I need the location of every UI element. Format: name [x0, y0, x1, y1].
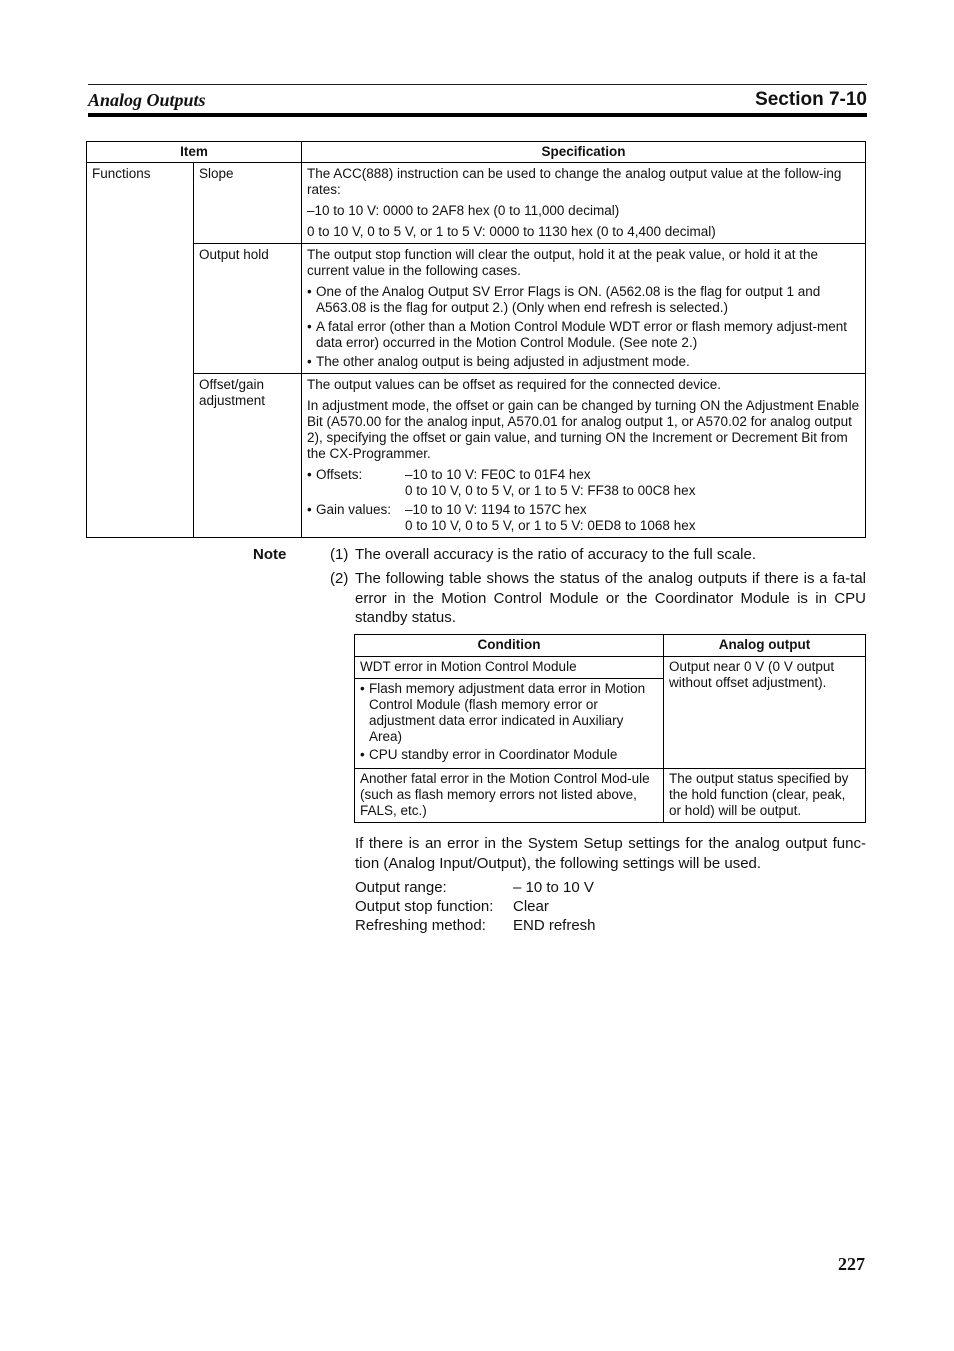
output-cell: Output near 0 V (0 V output without offset adjustment).: [664, 657, 866, 769]
bullet-icon: •: [307, 284, 312, 299]
section-title: Analog Outputs: [88, 90, 206, 110]
spec-text: The output stop function will clear the output, hold it at the peak value, or hold it at the current value in the following cases.: [307, 247, 819, 278]
header-condition: Condition: [355, 635, 664, 657]
setting-row: [355, 897, 596, 916]
group-functions: Functions: [87, 163, 194, 538]
offsets-value: –10 to 10 V: FE0C to 01F4 hex: [405, 467, 591, 482]
setting-row: [355, 878, 596, 897]
list-item: [307, 319, 860, 351]
output-cell: The output status specified by the hold function (clear, peak, or hold) will be output.: [664, 769, 866, 823]
bullet-icon: •: [307, 319, 312, 334]
table-row: [87, 374, 866, 538]
error-paragraph: If there is an error in the System Setup settings for the analog output func-tion (Analog Input/Output), the following settings will be used.: [355, 835, 866, 872]
table-row: [355, 657, 866, 679]
spec-text: The ACC(888) instruction can be used to change the analog output value at the follow-ing rates:: [307, 166, 842, 197]
table-row: [87, 163, 866, 244]
note-1: [330, 545, 866, 565]
spec-header-row: [87, 142, 866, 163]
note-text: The overall accuracy is the ratio of accuracy to the full scale.: [355, 546, 757, 563]
note-number: (1): [330, 546, 349, 563]
gain-key: Gain values:: [316, 502, 392, 517]
bullet-icon: •: [360, 681, 365, 696]
offsets-value: 0 to 10 V, 0 to 5 V, or 1 to 5 V: FF38 to 00C8 hex: [405, 483, 696, 498]
page-number: 227: [838, 1254, 865, 1274]
spec-text: 0 to 10 V, 0 to 5 V, or 1 to 5 V: 0000 to 1130 hex (0 to 4,400 decimal): [307, 224, 716, 239]
offsets-key: Offsets:: [316, 467, 363, 482]
bullet-icon: •: [307, 467, 312, 482]
bullet-text: The other analog output is being adjusted in adjustment mode.: [316, 354, 690, 369]
header-top-rule: [88, 84, 867, 85]
spec-text: The output values can be offset as required for the connected device.: [307, 377, 722, 392]
bullet-text: A fatal error (other than a Motion Control Module WDT error or flash memory adjust-ment data error) occurred in the Motion Control Module. (See note 2.): [316, 319, 847, 350]
list-item: [360, 681, 658, 745]
bullet-text: One of the Analog Output SV Error Flags is ON. (A562.08 is the flag for output 1 and A563.08 is the flag for output 2.) (Only when end refresh is selected.): [316, 284, 821, 315]
offsets-entry: [307, 467, 860, 499]
gain-value: 0 to 10 V, 0 to 5 V, or 1 to 5 V: 0ED8 to 1068 hex: [405, 518, 696, 533]
condition-header-row: [355, 635, 866, 657]
header-specification: Specification: [302, 142, 866, 163]
list-item: [307, 354, 860, 370]
bullet-icon: •: [307, 502, 312, 517]
condition-cell: Another fatal error in the Motion Control Mod-ule (such as flash memory errors not listed above, FALS, etc.): [355, 769, 664, 823]
setting-key: Output stop function:: [355, 898, 494, 915]
spec-offset-gain: [302, 374, 866, 538]
table-row: [87, 244, 866, 374]
setting-value: END refresh: [513, 917, 596, 934]
header-item: Item: [87, 142, 302, 163]
item-slope: Slope: [194, 163, 302, 244]
item-offset-gain: Offset/gain adjustment: [194, 374, 302, 538]
note-number: (2): [330, 570, 349, 587]
spec-table: [86, 141, 866, 538]
header-analog-output: Analog output: [664, 635, 866, 657]
bullet-text: Flash memory adjustment data error in Motion Control Module (flash memory error or adjustment data error indicated in Auxiliary Area): [369, 681, 646, 744]
default-settings: [355, 878, 596, 935]
bullet-text: CPU standby error in Coordinator Module: [369, 747, 618, 762]
spec-output-hold: [302, 244, 866, 374]
bullet-icon: •: [360, 747, 365, 762]
section-number: Section 7-10: [755, 89, 867, 110]
condition-cell: [355, 679, 664, 769]
gain-value: –10 to 10 V: 1194 to 157C hex: [405, 502, 587, 517]
note-text: The following table shows the status of the analog outputs if there is a fa-tal error in the Motion Control Module or the Coordinator Module is in CPU standby status.: [355, 570, 866, 626]
note-2: [330, 569, 866, 628]
list-item: [307, 284, 860, 316]
gain-entry: [307, 502, 860, 534]
condition-cell: WDT error in Motion Control Module: [355, 657, 664, 679]
setting-value: – 10 to 10 V: [513, 879, 594, 896]
setting-row: [355, 916, 596, 935]
setting-value: Clear: [513, 898, 549, 915]
spec-slope: [302, 163, 866, 244]
table-row: [355, 769, 866, 823]
spec-text: –10 to 10 V: 0000 to 2AF8 hex (0 to 11,000 decimal): [307, 203, 620, 218]
setting-key: Refreshing method:: [355, 917, 486, 934]
setting-key: Output range:: [355, 879, 447, 896]
list-item: [360, 747, 658, 763]
condition-table: [354, 634, 866, 823]
bullet-icon: •: [307, 354, 312, 369]
note-label: Note: [253, 546, 287, 563]
item-output-hold: Output hold: [194, 244, 302, 374]
spec-text: In adjustment mode, the offset or gain can be changed by turning ON the Adjustment Enable Bit (A570.00 for the analog input, A570.01 for analog output 1, or A570.02 for analog output 2), specifying the offset or gain value, and turning ON the Increment or Decrement Bit from the CX-Programmer.: [307, 398, 860, 461]
header-bar: [88, 113, 867, 117]
